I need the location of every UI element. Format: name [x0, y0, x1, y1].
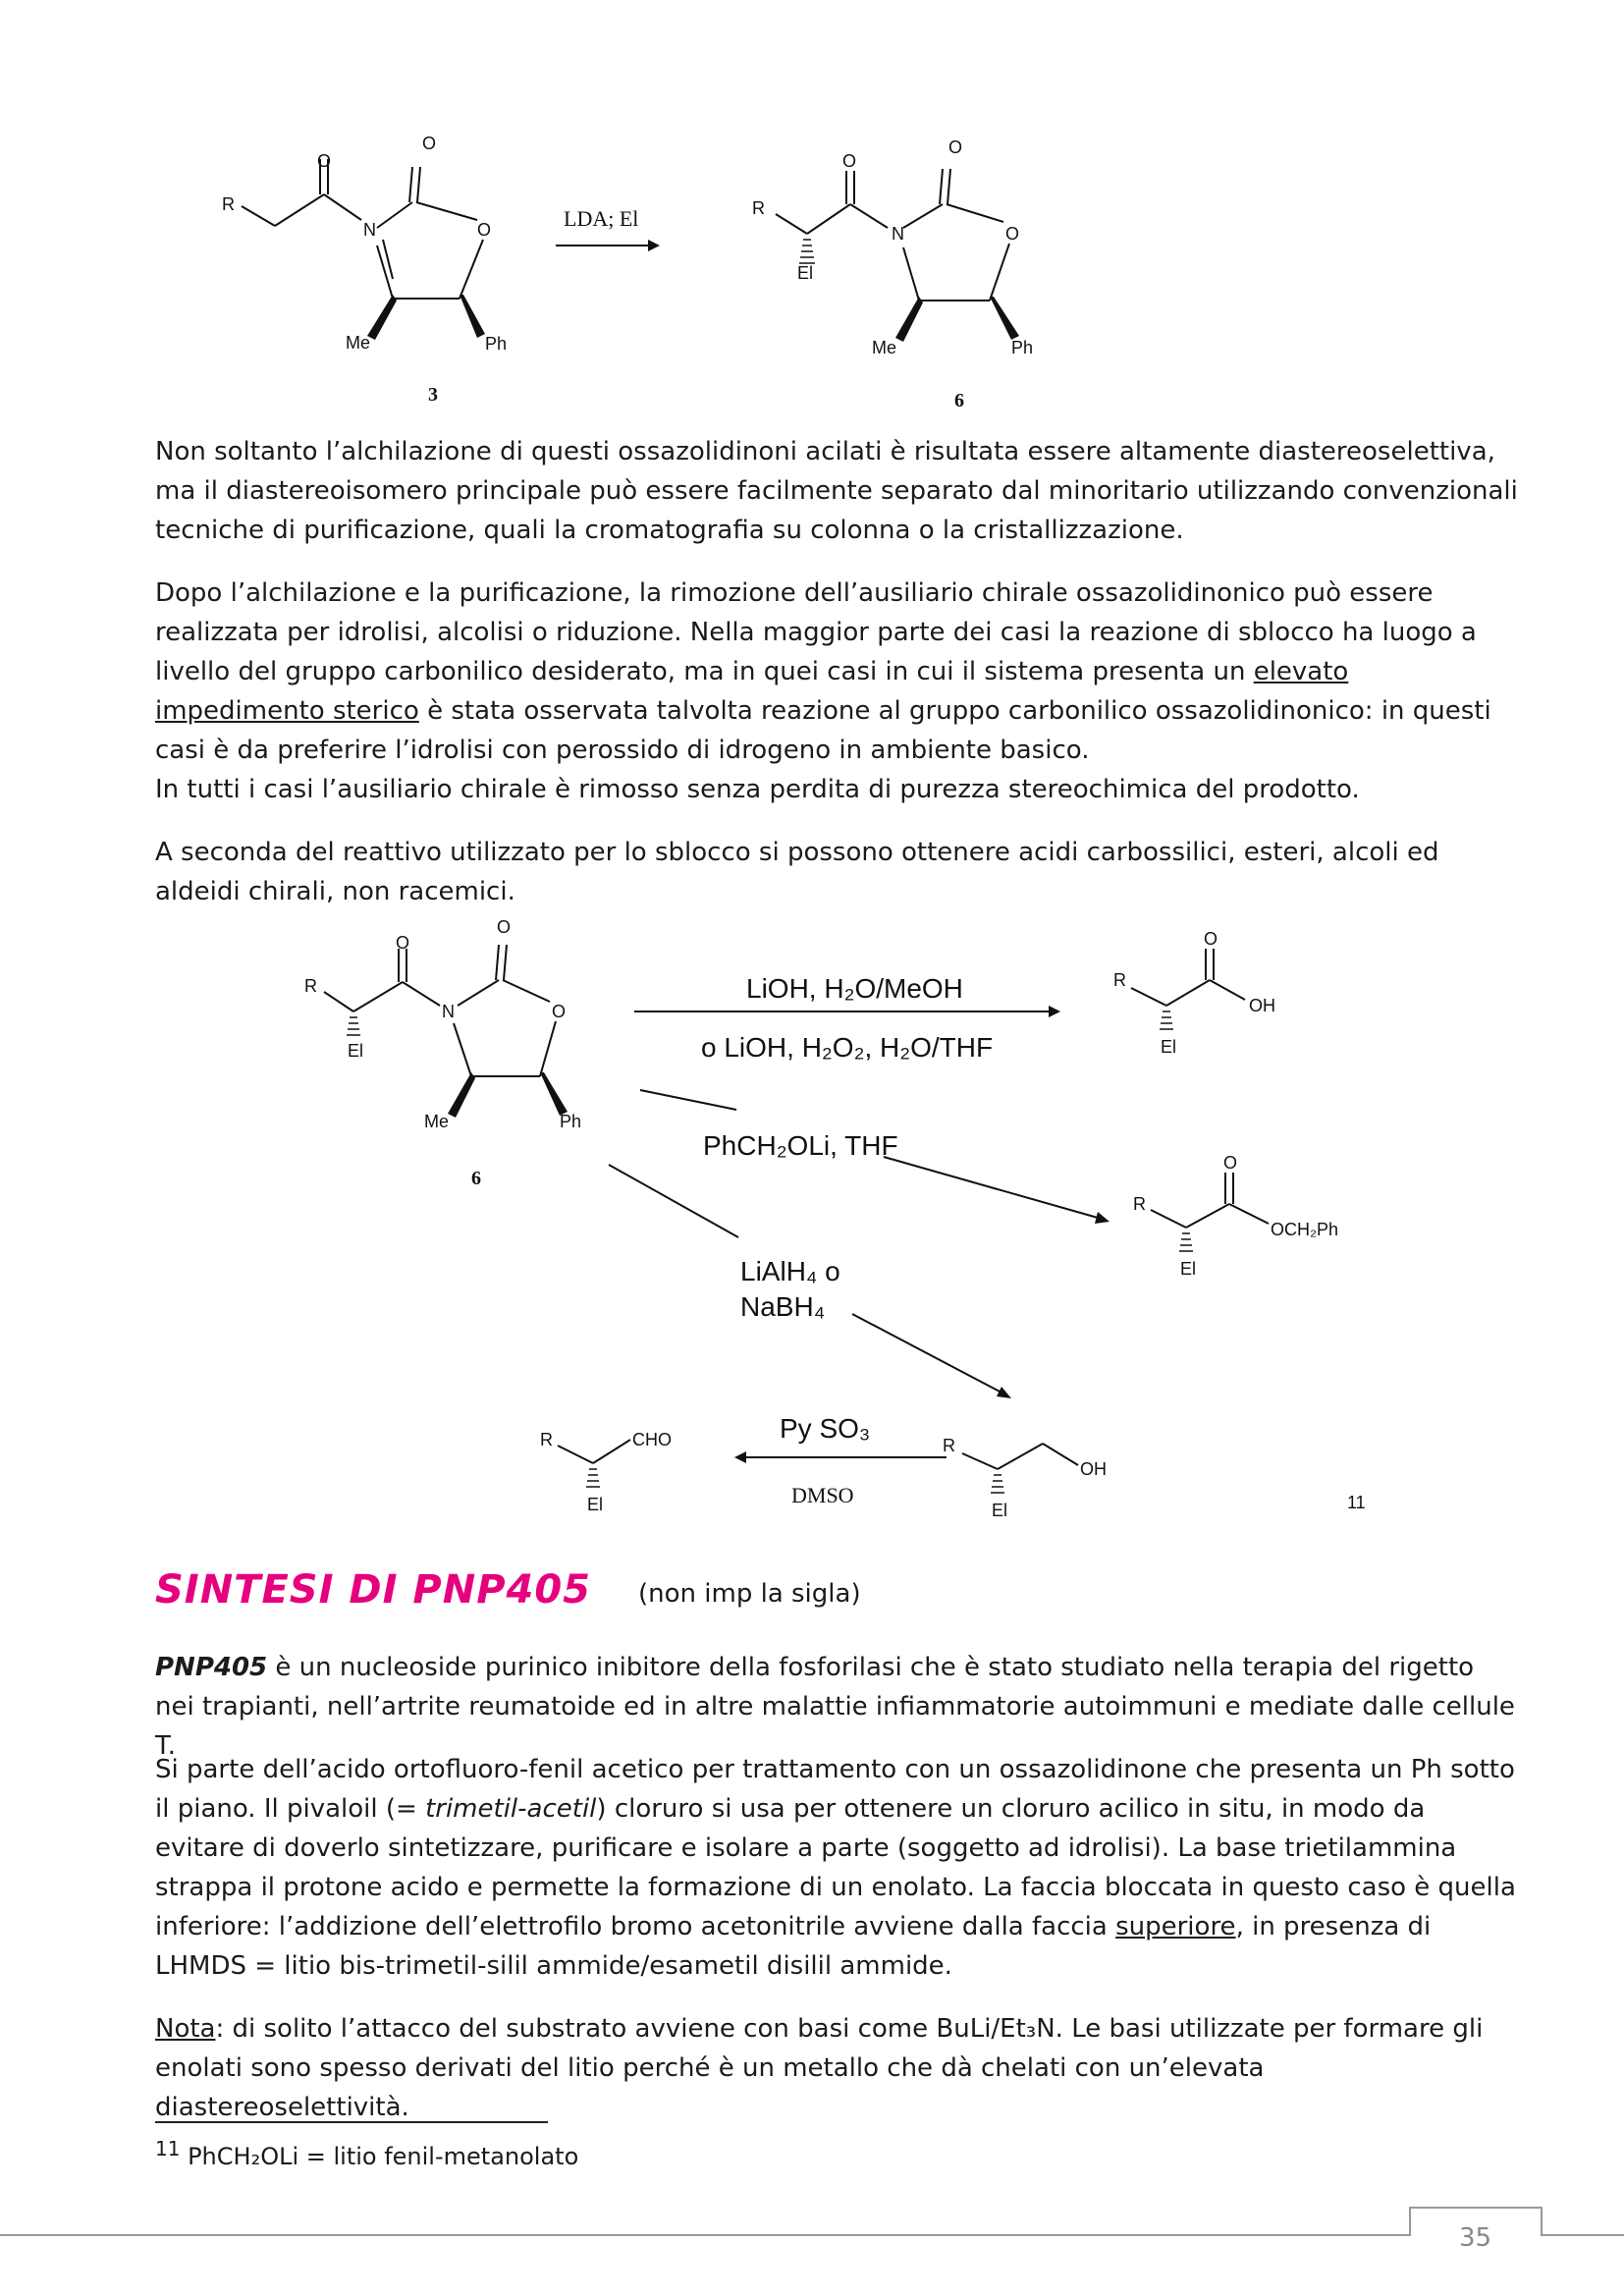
- text-run: Dopo l’alchilazione e la purificazione, la rimozione dell’ausiliario chirale ossazolidinonico può essere realizzata per idrolisi, alcolisi o riduzione. Nella maggior parte dei casi la reazione di sblocco ha luogo a livello del gruppo carbonilico desiderato, ma in quei casi in cui il sistema presenta un: [155, 578, 1477, 686]
- paragraph-synthesis: [155, 1750, 1520, 1986]
- reagent-lioh: LiOH, H₂O/MeOH: [746, 973, 963, 1004]
- atom-n: N: [892, 224, 904, 244]
- atom-o: O: [497, 917, 512, 937]
- atom-r: R: [304, 976, 317, 996]
- atom-ph: Ph: [485, 334, 508, 354]
- reagent-dmso: DMSO: [791, 1483, 854, 1507]
- reagent-benzyloxide: PhCH₂OLi, THF: [703, 1130, 898, 1161]
- footnote-text: PhCH₂OLi = litio fenil-metanolato: [180, 2143, 579, 2170]
- footnote-ref: 11: [1347, 1493, 1366, 1512]
- atom-el: El: [587, 1495, 604, 1514]
- underlined-term: Nota: [155, 2014, 216, 2044]
- text-run: , in presenza di LHMDS = litio bis-trimetil-silil ammide/esametil disilil ammide.: [155, 1912, 1432, 1981]
- group-oh: OH: [1080, 1459, 1107, 1479]
- compound-label-6: 6: [954, 390, 964, 411]
- atom-o: O: [477, 220, 492, 240]
- atom-r: R: [943, 1436, 955, 1455]
- atom-ph: Ph: [560, 1112, 582, 1131]
- atom-o: O: [1005, 224, 1020, 244]
- text-run: Si parte dell’acido ortofluoro-fenil acetico per trattamento con un ossazolidinone che presenta un Ph sotto il piano. Il pivaloil (=: [155, 1755, 1515, 1824]
- atom-el: El: [992, 1501, 1008, 1520]
- atom-o: O: [1204, 929, 1218, 949]
- atom-o: O: [948, 137, 963, 157]
- text-run: è stata osservata talvolta reazione al gruppo carbonilico ossazolidinonico: in questi casi è da preferire l’idrolisi con perossido di idrogeno in ambiente basico.: [155, 696, 1491, 765]
- reagent-lialh4: LiAlH₄ o: [740, 1256, 840, 1286]
- atom-o: O: [1223, 1153, 1238, 1173]
- atom-o: O: [842, 151, 857, 171]
- atom-el: El: [1180, 1259, 1197, 1279]
- compound-label-3: 3: [428, 384, 438, 406]
- group-oh: OH: [1249, 996, 1275, 1015]
- atom-me: Me: [872, 338, 897, 357]
- paragraph-pnp405: [155, 1648, 1520, 1766]
- reagent-lda: LDA; El: [564, 206, 639, 231]
- footnote: [155, 2137, 578, 2170]
- atom-el: El: [348, 1041, 364, 1061]
- atom-ph: Ph: [1011, 338, 1034, 357]
- atom-r: R: [222, 194, 235, 214]
- text-run: : di solito l’attacco del substrato avviene con basi come BuLi/Et₃N. Le basi utilizzate per formare gli enolati sono spesso derivati del litio perché è un metallo che dà chelati con un’elevata diastereoselettività.: [155, 2014, 1484, 2122]
- compound-label-6: 6: [471, 1168, 481, 1189]
- section-title-note: (non imp la sigla): [638, 1579, 861, 1609]
- atom-o: O: [317, 151, 332, 171]
- reagent-nabh4: NaBH₄: [740, 1291, 826, 1322]
- group-och2ph: OCH₂Ph: [1271, 1220, 1339, 1239]
- underlined-term: elevato impedimento sterico: [155, 657, 1349, 726]
- underlined-term: superiore: [1115, 1912, 1236, 1941]
- atom-n: N: [442, 1002, 455, 1021]
- footnote-separator: [155, 2121, 548, 2123]
- text-run: è un nucleoside purinico inibitore della fosforilasi che è stato studiato nella terapia del rigetto nei trapianti, nell’artrite reumatoide ed in altre malattie infiammatorie autoimmuni e mediate dalle cellule T.: [155, 1653, 1515, 1761]
- paragraph-alkylation: Non soltanto l’alchilazione di questi ossazolidinoni acilati è risultata essere altamente diastereoselettiva, ma il diastereoisomero principale può essere facilmente separato dal minoritario utilizzando convenzionali tecniche di purificazione, quali la cromatografia su colonna o la cristallizzazione.: [155, 437, 1518, 545]
- atom-o: O: [552, 1002, 567, 1021]
- text-run: In tutti i casi l’ausiliario chirale è rimosso senza perdita di purezza stereochimica del prodotto.: [155, 775, 1360, 804]
- atom-el: El: [797, 263, 814, 283]
- paragraph-products: A seconda del reattivo utilizzato per lo sblocco si possono ottenere acidi carbossilici, esteri, alcoli ed aldeidi chirali, non racemici.: [155, 838, 1439, 906]
- page-footer-frame: [0, 2200, 1624, 2239]
- atom-el: El: [1161, 1037, 1177, 1057]
- reagent-py-so3: Py SO₃: [780, 1413, 871, 1444]
- page-number: 35: [1459, 2223, 1492, 2253]
- atom-r: R: [540, 1430, 553, 1449]
- bold-term: PNP405: [155, 1653, 268, 1682]
- section-title: SINTESI DI PNP405: [155, 1567, 592, 1613]
- paragraph-note: [155, 2009, 1520, 2127]
- atom-o: O: [396, 933, 410, 953]
- group-cho: CHO: [632, 1430, 672, 1449]
- scheme-2-cleavage: [0, 913, 1624, 1542]
- text-run: ) cloruro si usa per ottenere un cloruro acilico in situ, in modo da evitare di doverlo sintetizzare, purificare e isolare a parte (soggetto ad idrolisi). La base trietilammina strappa il protone acido e permette la formazione di un enolato. La faccia bloccata in questo caso è quella inferiore: l’addizione dell’elettrofilo bromo acetonitrile avviene dalla faccia: [155, 1794, 1516, 1941]
- atom-n: N: [363, 220, 376, 240]
- italic-term: trimetil-acetil: [425, 1794, 597, 1824]
- reagent-lioh-h2o2: o LiOH, H₂O₂, H₂O/THF: [701, 1032, 994, 1063]
- atom-r: R: [1113, 970, 1126, 990]
- footnote-number: 11: [155, 2137, 181, 2160]
- paragraph-removal: [155, 574, 1520, 809]
- atom-o: O: [422, 134, 437, 153]
- atom-r: R: [1133, 1194, 1146, 1214]
- atom-r: R: [752, 198, 765, 218]
- atom-me: Me: [346, 333, 371, 353]
- atom-me: Me: [424, 1112, 450, 1131]
- scheme-1-alkylation: [0, 0, 1624, 432]
